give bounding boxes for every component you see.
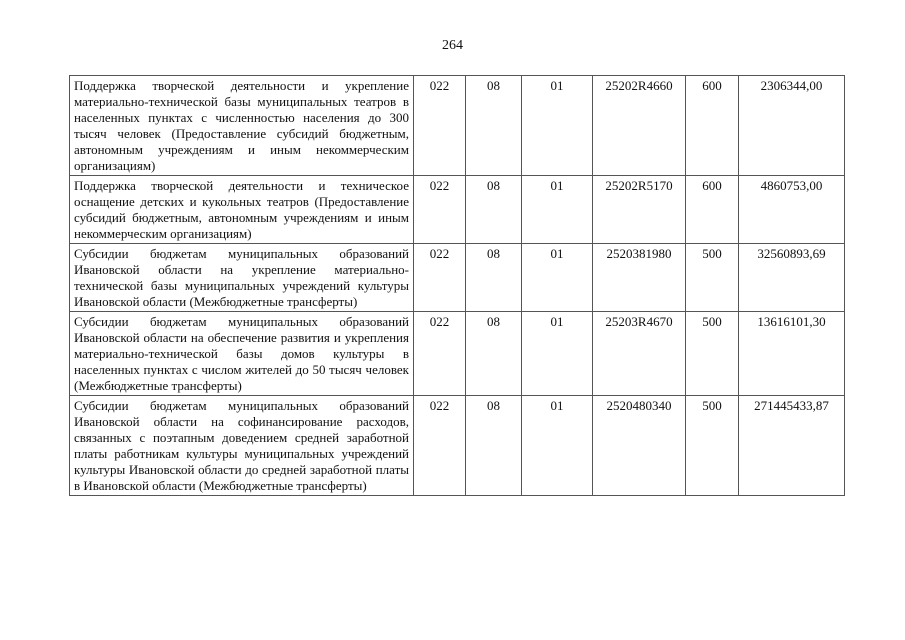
row-description: Субсидии бюджетам муниципальных образований Ивановской области на обеспечение развития и укрепления материально-технической базы домов культуры в населенных пунктах с числом жителей до 50 тысяч человек (Межбюджетные трансферты) xyxy=(70,312,414,396)
row-description: Поддержка творческой деятельности и укрепление материально-технической базы муниципальных театров в населенных пунктах с численностью населения до 300 тысяч человек (Предоставление субсидий бюджетным, автономным учреждениям и иным некоммерческим организациям) xyxy=(70,76,414,176)
row-target-article: 2520381980 xyxy=(593,244,686,312)
row-section-code: 08 xyxy=(466,244,522,312)
page-number: 264 xyxy=(442,38,463,53)
budget-table xyxy=(69,75,845,496)
row-amount: 13616101,30 xyxy=(739,312,845,396)
row-subsection-code: 01 xyxy=(522,176,593,244)
row-target-article: 25203R4670 xyxy=(593,312,686,396)
row-expense-type: 500 xyxy=(686,312,739,396)
row-section-code: 08 xyxy=(466,312,522,396)
row-target-article: 25202R5170 xyxy=(593,176,686,244)
row-section-code: 08 xyxy=(466,176,522,244)
table-row xyxy=(70,244,845,312)
row-section-code: 08 xyxy=(466,396,522,496)
row-subsection-code: 01 xyxy=(522,396,593,496)
row-subsection-code: 01 xyxy=(522,76,593,176)
row-amount: 32560893,69 xyxy=(739,244,845,312)
table-row xyxy=(70,312,845,396)
row-section-code: 08 xyxy=(466,76,522,176)
row-subsection-code: 01 xyxy=(522,312,593,396)
row-expense-type: 600 xyxy=(686,76,739,176)
row-target-article: 2520480340 xyxy=(593,396,686,496)
row-expense-type: 600 xyxy=(686,176,739,244)
row-description: Поддержка творческой деятельности и техническое оснащение детских и кукольных театров (Предоставление субсидий бюджетным, автономным учреждениям и иным некоммерческим организациям) xyxy=(70,176,414,244)
row-target-article: 25202R4660 xyxy=(593,76,686,176)
row-expense-type: 500 xyxy=(686,244,739,312)
row-grbs-code: 022 xyxy=(414,76,466,176)
row-amount: 4860753,00 xyxy=(739,176,845,244)
row-amount: 2306344,00 xyxy=(739,76,845,176)
table-row xyxy=(70,176,845,244)
row-description: Субсидии бюджетам муниципальных образований Ивановской области на укрепление материально-технической базы муниципальных учреждений культуры Ивановской области (Межбюджетные трансферты) xyxy=(70,244,414,312)
row-grbs-code: 022 xyxy=(414,312,466,396)
row-grbs-code: 022 xyxy=(414,396,466,496)
row-grbs-code: 022 xyxy=(414,176,466,244)
row-grbs-code: 022 xyxy=(414,244,466,312)
row-description: Субсидии бюджетам муниципальных образований Ивановской области на софинансирование расходов, связанных с поэтапным доведением средней заработной платы работникам культуры муниципальных учреждений культуры Ивановской области до средней заработной платы в Ивановской области (Межбюджетные трансферты) xyxy=(70,396,414,496)
table-row xyxy=(70,76,845,176)
row-expense-type: 500 xyxy=(686,396,739,496)
row-amount: 271445433,87 xyxy=(739,396,845,496)
table-row xyxy=(70,396,845,496)
row-subsection-code: 01 xyxy=(522,244,593,312)
